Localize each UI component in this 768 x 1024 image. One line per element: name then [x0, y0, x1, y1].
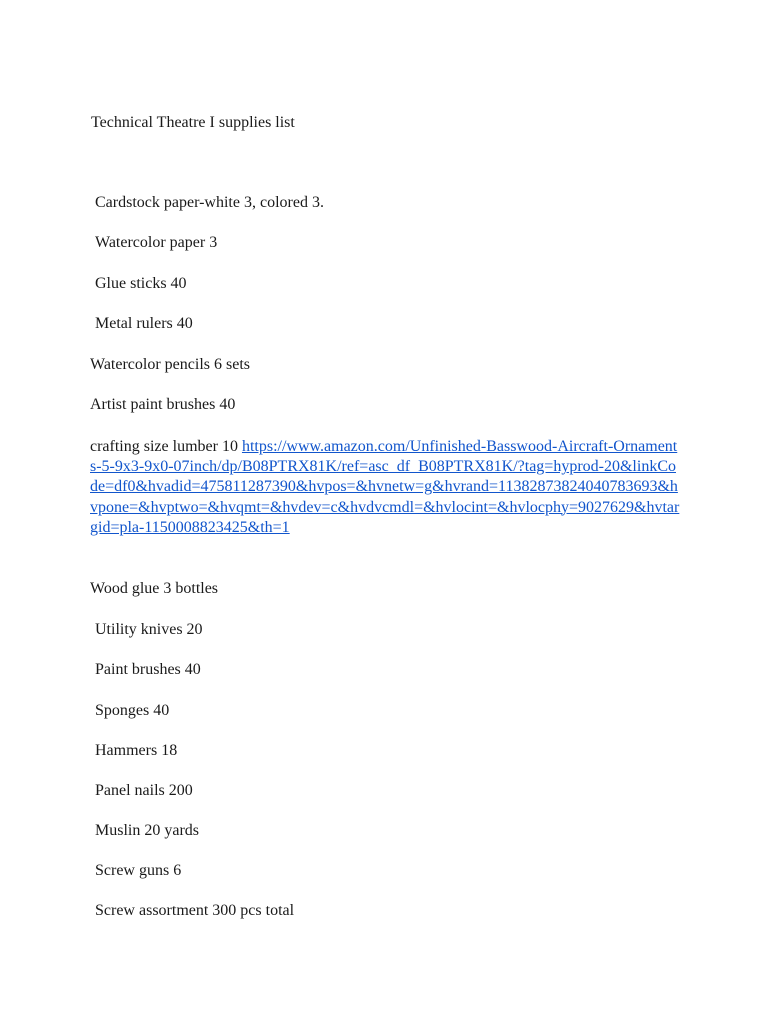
- list-item-panel-nails: Panel nails 200: [95, 782, 193, 799]
- lumber-product-link[interactable]: https://www.amazon.com/Unfinished-Basswood-Aircraft-Ornaments-5-9x3-9x0-07inch/dp/B08PTRX81K/ref=asc_df_B08PTRX81K/?tag=hyprod-20&linkCode=df0&hvadid=475811287390&hvpos=&hvnetw=g&hvrand=11382873824040783693&hvpone=&hvptwo=&hvqmt=&hvdev=c&hvdvcmdl=&hvlocint=&hvlocphy=9027629&hvtargid=pla-1150008823425&th=1: [90, 438, 680, 536]
- list-item-utility-knives: Utility knives 20: [95, 621, 203, 638]
- list-item-watercolor-paper: Watercolor paper 3: [95, 234, 218, 251]
- list-item-lumber: [90, 437, 680, 538]
- list-item-screw-guns: Screw guns 6: [95, 862, 182, 879]
- list-item-muslin: Muslin 20 yards: [95, 822, 199, 839]
- list-item-artist-brushes: Artist paint brushes 40: [90, 396, 236, 413]
- list-item-cardstock: Cardstock paper-white 3, colored 3.: [95, 194, 324, 211]
- list-item-wood-glue: Wood glue 3 bottles: [90, 580, 219, 597]
- list-item-watercolor-pencils: Watercolor pencils 6 sets: [90, 356, 250, 373]
- list-item-glue-sticks: Glue sticks 40: [95, 275, 187, 292]
- list-item-screw-assortment: Screw assortment 300 pcs total: [95, 902, 295, 919]
- list-item-metal-rulers: Metal rulers 40: [95, 315, 193, 332]
- list-item-paint-brushes: Paint brushes 40: [95, 661, 201, 678]
- document-title: Technical Theatre I supplies list: [91, 114, 295, 131]
- list-item-sponges: Sponges 40: [95, 702, 170, 719]
- lumber-label: crafting size lumber 10: [90, 438, 242, 455]
- list-item-hammers: Hammers 18: [95, 742, 178, 759]
